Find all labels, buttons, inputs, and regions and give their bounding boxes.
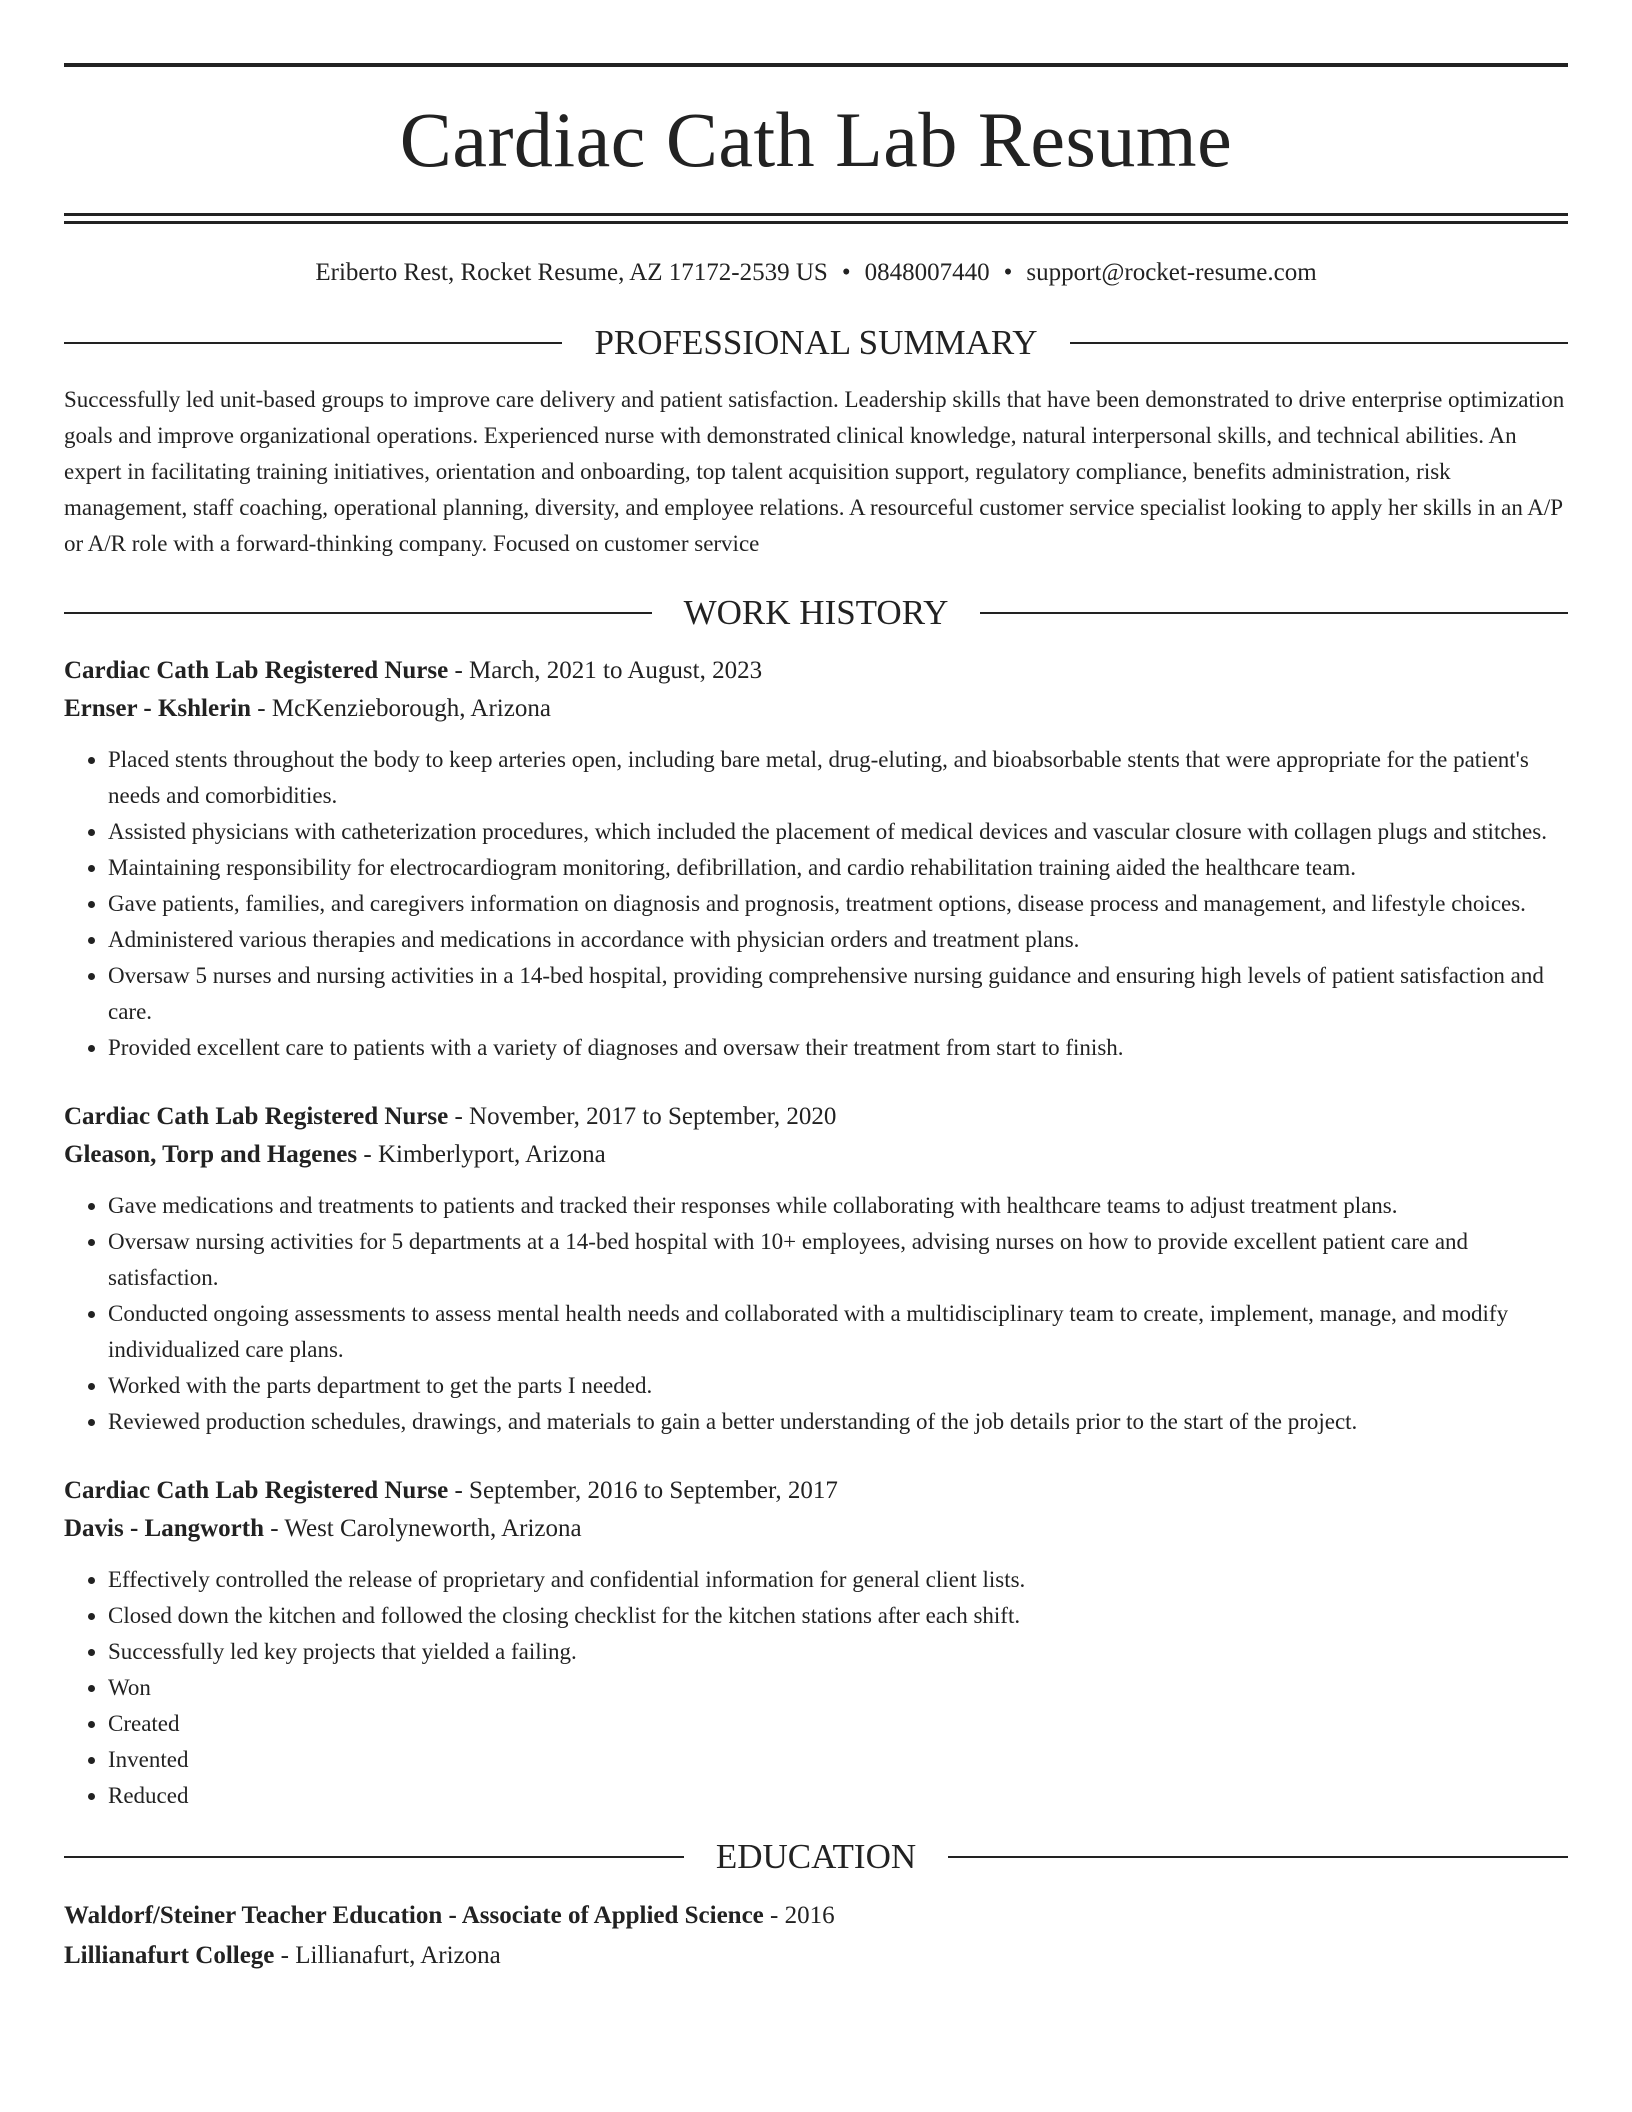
job-bullet: • Gave medications and treatments to patients and tracked their responses while collaborating with healthcare teams to adjust treatment plans. <box>108 1188 1568 1224</box>
section-title: PROFESSIONAL SUMMARY <box>594 323 1038 362</box>
job-bullet: • Conducted ongoing assessments to assess mental health needs and collaborated with a multidisciplinary team to create, implement, manage, and modify individualized care plans. <box>108 1296 1568 1368</box>
heading-rule-left <box>64 342 562 344</box>
resume-title: Cardiac Cath Lab Resume <box>399 96 1233 183</box>
contact-email: support@rocket-resume.com <box>1026 259 1317 286</box>
job-bullet: • Placed stents throughout the body to keep arteries open, including bare metal, drug-eluting, and bioabsorbable stents that were appropriate for the patient's needs and comorbidities. <box>108 742 1568 814</box>
job-title: Cardiac Cath Lab Registered Nurse <box>64 1103 449 1130</box>
job-bullets <box>64 1562 1568 1814</box>
job-bullet: • Successfully led key projects that yielded a failing. <box>108 1634 1568 1670</box>
job-bullet: • Created <box>108 1706 1568 1742</box>
summary-section-heading <box>64 322 1568 364</box>
job-company: Gleason, Torp and Hagenes <box>64 1141 358 1168</box>
education-school: Lillianafurt College <box>64 1942 275 1969</box>
job-title-line <box>64 1472 1568 1510</box>
job-title-line <box>64 652 1568 690</box>
education-school-line <box>64 1936 1568 1976</box>
job-bullet: • Invented <box>108 1742 1568 1778</box>
contact-separator: • <box>1003 259 1013 286</box>
contact-line <box>64 258 1568 288</box>
job-company: Ernser - Kshlerin <box>64 695 252 722</box>
title-double-rule <box>64 213 1568 224</box>
section-title: WORK HISTORY <box>683 593 949 632</box>
job-company: Davis - Langworth <box>64 1515 265 1542</box>
section-title: EDUCATION <box>715 1837 917 1876</box>
job-dates: - September, 2016 to September, 2017 <box>448 1477 838 1504</box>
job-entry <box>64 652 1568 1066</box>
contact-address: Eriberto Rest, Rocket Resume, AZ 17172-2539 US <box>315 259 828 286</box>
job-bullet: • Reviewed production schedules, drawings, and materials to gain a better understanding of the job details prior to the start of the project. <box>108 1404 1568 1440</box>
job-bullet: • Maintaining responsibility for electrocardiogram monitoring, defibrillation, and cardio rehabilitation training aided the healthcare team. <box>108 850 1568 886</box>
job-company-line <box>64 690 1568 728</box>
heading-rule-right <box>980 612 1568 614</box>
job-title: Cardiac Cath Lab Registered Nurse <box>64 657 449 684</box>
job-entry <box>64 1472 1568 1814</box>
summary-text: Successfully led unit-based groups to improve care delivery and patient satisfaction. Leadership skills that have been demonstrated to drive enterprise optimization goals and improve organizational operations. Experienced nurse with demonstrated clinical knowledge, natural interpersonal skills, and technical abilities. An expert in facilitating training initiatives, orientation and onboarding, top talent acquisition support, regulatory compliance, benefits administration, risk management, staff coaching, operational planning, diversity, and employee relations. A resourceful customer service specialist looking to apply her skills in an A/P or A/R role with a forward-thinking company. Focused on customer service <box>64 387 1565 556</box>
job-bullet: • Administered various therapies and medications in accordance with physician orders and treatment plans. <box>108 922 1568 958</box>
heading-rule-right <box>948 1856 1568 1858</box>
education-section-heading <box>64 1836 1568 1878</box>
job-title: Cardiac Cath Lab Registered Nurse <box>64 1477 449 1504</box>
job-bullet: • Provided excellent care to patients with a variety of diagnoses and oversaw their treatment from start to finish. <box>108 1030 1568 1066</box>
job-bullet: • Gave patients, families, and caregivers information on diagnosis and prognosis, treatment options, disease process and management, and lifestyle choices. <box>108 886 1568 922</box>
education-year: - 2016 <box>763 1902 835 1929</box>
job-bullet: • Reduced <box>108 1778 1568 1814</box>
job-bullets <box>64 1188 1568 1440</box>
heading-rule-left <box>64 612 652 614</box>
heading-rule-left <box>64 1856 684 1858</box>
job-bullet: • Closed down the kitchen and followed the closing checklist for the kitchen stations after each shift. <box>108 1598 1568 1634</box>
job-bullets <box>64 742 1568 1066</box>
job-company-line <box>64 1510 1568 1548</box>
job-bullet: • Oversaw 5 nurses and nursing activities in a 14-bed hospital, providing comprehensive nursing guidance and ensuring high levels of patient satisfaction and care. <box>108 958 1568 1030</box>
job-company-line <box>64 1136 1568 1174</box>
contact-phone: 0848007440 <box>864 259 990 286</box>
education-entry <box>64 1896 1568 1976</box>
job-bullet: • Assisted physicians with catheterization procedures, which included the placement of medical devices and vascular closure with collagen plugs and stitches. <box>108 814 1568 850</box>
education-location: - Lillianafurt, Arizona <box>274 1942 501 1969</box>
job-location: - McKenzieborough, Arizona <box>251 695 551 722</box>
heading-rule-right <box>1070 342 1568 344</box>
job-location: - Kimberlyport, Arizona <box>357 1141 606 1168</box>
work-section-heading <box>64 592 1568 634</box>
job-location: - West Carolyneworth, Arizona <box>264 1515 582 1542</box>
job-bullet: • Won <box>108 1670 1568 1706</box>
education-degree: Waldorf/Steiner Teacher Education - Associate of Applied Science <box>64 1902 764 1929</box>
contact-separator: • <box>841 259 851 286</box>
job-bullet: • Oversaw nursing activities for 5 departments at a 14-bed hospital with 10+ employees, advising nurses on how to provide excellent patient care and satisfaction. <box>108 1224 1568 1296</box>
job-entry <box>64 1098 1568 1440</box>
job-bullet: • Worked with the parts department to get the parts I needed. <box>108 1368 1568 1404</box>
education-degree-line <box>64 1896 1568 1936</box>
job-dates: - March, 2021 to August, 2023 <box>448 657 763 684</box>
job-title-line <box>64 1098 1568 1136</box>
job-bullet: • Effectively controlled the release of proprietary and confidential information for general client lists. <box>108 1562 1568 1598</box>
job-dates: - November, 2017 to September, 2020 <box>448 1103 837 1130</box>
